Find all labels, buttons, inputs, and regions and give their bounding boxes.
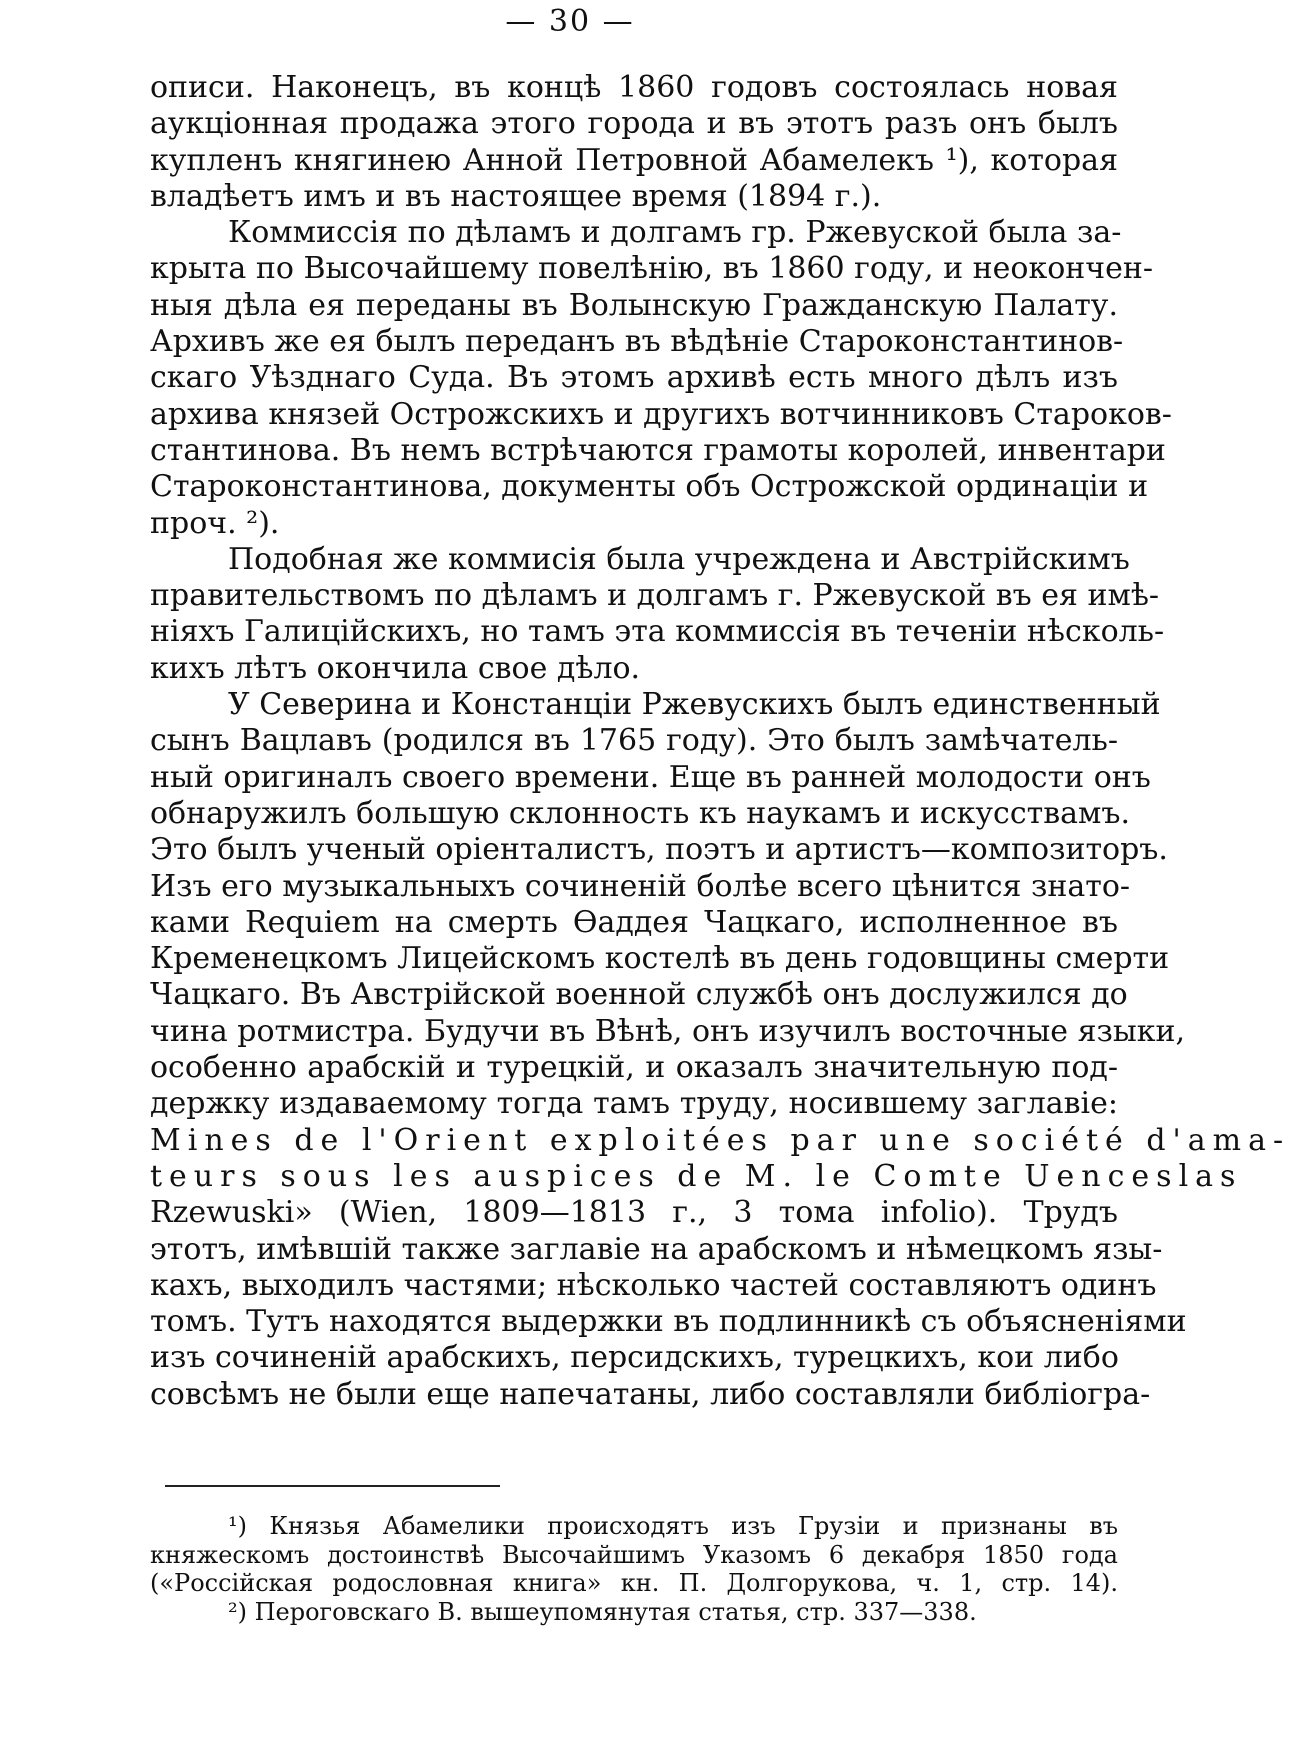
footnote-line: ²) Пероговскаго В. вышеупомянутая статья, стр. 337—338. <box>228 1597 977 1626</box>
text-line: У Северина и Констанціи Ржевускихъ былъ единственный <box>228 687 1161 723</box>
text-line: аукціонная продажа этого города и въ этотъ разъ онъ былъ <box>150 106 1118 142</box>
text-line: этотъ, имѣвшій также заглавіе на арабскомъ и нѣмецкомъ язы- <box>150 1231 1163 1267</box>
text-line: Это былъ ученый оріенталистъ, поэтъ и артистъ—композиторъ. <box>150 832 1168 868</box>
text-line: Архивъ же ея былъ переданъ въ вѣдѣніе Староконстантинов- <box>150 324 1124 360</box>
footnotes <box>150 1512 1118 1626</box>
text-line: особенно арабскій и турецкій, и оказалъ значительную под- <box>150 1050 1118 1086</box>
text-line: Mines de l'Orient exploitées par une société d'ama- <box>150 1122 1290 1158</box>
text-line: крыта по Высочайшему повелѣнію, въ 1860 году, и неокончен- <box>150 251 1153 287</box>
text-line: держку издаваемому тогда тамъ труду, носившему заглавіе: <box>150 1086 1118 1122</box>
footnote-line: ¹) Князья Абамелики происходятъ изъ Грузіи и признаны въ <box>228 1512 1118 1540</box>
text-line: томъ. Тутъ находятся выдержки въ подлинникѣ съ объясненіями <box>150 1304 1187 1340</box>
text-line: совсѣмъ не были еще напечатаны, либо составляли библіогра- <box>150 1376 1151 1412</box>
body-text <box>150 70 1290 1413</box>
text-line: Староконстантинова, документы объ Острожской ординаціи и <box>150 469 1149 505</box>
text-line: Коммиссія по дѣламъ и долгамъ гр. Ржевуской была за- <box>228 215 1122 251</box>
text-line: Подобная же коммисія была учреждена и Австрійскимъ <box>228 541 1130 577</box>
text-line: ный оригиналъ своего времени. Еще въ ранней молодости онъ <box>150 759 1151 795</box>
text-line: кихъ лѣтъ окончила свое дѣло. <box>150 650 641 686</box>
footnote-divider <box>165 1485 500 1487</box>
text-line: Изъ его музыкальныхъ сочиненій болѣе всего цѣнится знато- <box>150 868 1131 904</box>
text-line: обнаружилъ большую склонность къ наукамъ и искусствамъ. <box>150 795 1130 831</box>
text-line: чина ротмистра. Будучи въ Вѣнѣ, онъ изучилъ восточные языки, <box>150 1013 1186 1049</box>
text-line: архива князей Острожскихъ и другихъ вотчинниковъ Староков- <box>150 396 1172 432</box>
text-line: teurs sous les auspices de M. le Comte Uenceslas <box>150 1158 1243 1194</box>
text-line: ныя дѣла ея переданы въ Волынскую Гражданскую Палату. <box>150 287 1118 323</box>
text-line: описи. Наконецъ, въ концѣ 1860 годовъ состоялась новая <box>150 70 1118 105</box>
text-line: стантинова. Въ немъ встрѣчаются грамоты королей, инвентари <box>150 432 1166 468</box>
footnote-line: («Россійская родословная книга» кн. П. Долгорукова, ч. 1, стр. 14). <box>150 1569 1118 1598</box>
text-line: сынъ Вацлавъ (родился въ 1765 году). Это былъ замѣчатель- <box>150 723 1118 759</box>
text-line: скаго Уѣзднаго Суда. Въ этомъ архивѣ есть много дѣлъ изъ <box>150 360 1118 396</box>
text-line: Чацкаго. Въ Австрійской военной службѣ онъ дослужился до <box>150 977 1128 1013</box>
text-line: Кременецкомъ Лицейскомъ костелѣ въ день годовщины смерти <box>150 941 1170 977</box>
text-line: проч. ²). <box>150 505 280 541</box>
text-line: правительствомъ по дѣламъ и долгамъ г. Ржевуской въ ея имѣ- <box>150 578 1160 614</box>
text-line: Rzewuski» (Wien, 1809—1813 г., 3 тома infolio). Трудъ <box>150 1195 1118 1231</box>
text-line: купленъ княгинею Анной Петровной Абамелекъ ¹), которая <box>150 142 1118 178</box>
text-line: ніяхъ Галиційскихъ, но тамъ эта коммиссія въ теченіи нѣсколь- <box>150 614 1165 650</box>
text-line: владѣетъ имъ и въ настоящее время (1894 г.). <box>150 178 882 214</box>
text-line: ками Requiem на смерть Ѳаддея Чацкаго, исполненное въ <box>150 904 1118 940</box>
footnote-line: княжескомъ достоинствѣ Высочайшимъ Указомъ 6 декабря 1850 года <box>150 1540 1118 1569</box>
text-line: изъ сочиненій арабскихъ, персидскихъ, турецкихъ, кои либо <box>150 1340 1119 1376</box>
text-line: кахъ, выходилъ частями; нѣсколько частей составляютъ одинъ <box>150 1267 1157 1303</box>
page-number: — 30 — <box>505 4 635 39</box>
